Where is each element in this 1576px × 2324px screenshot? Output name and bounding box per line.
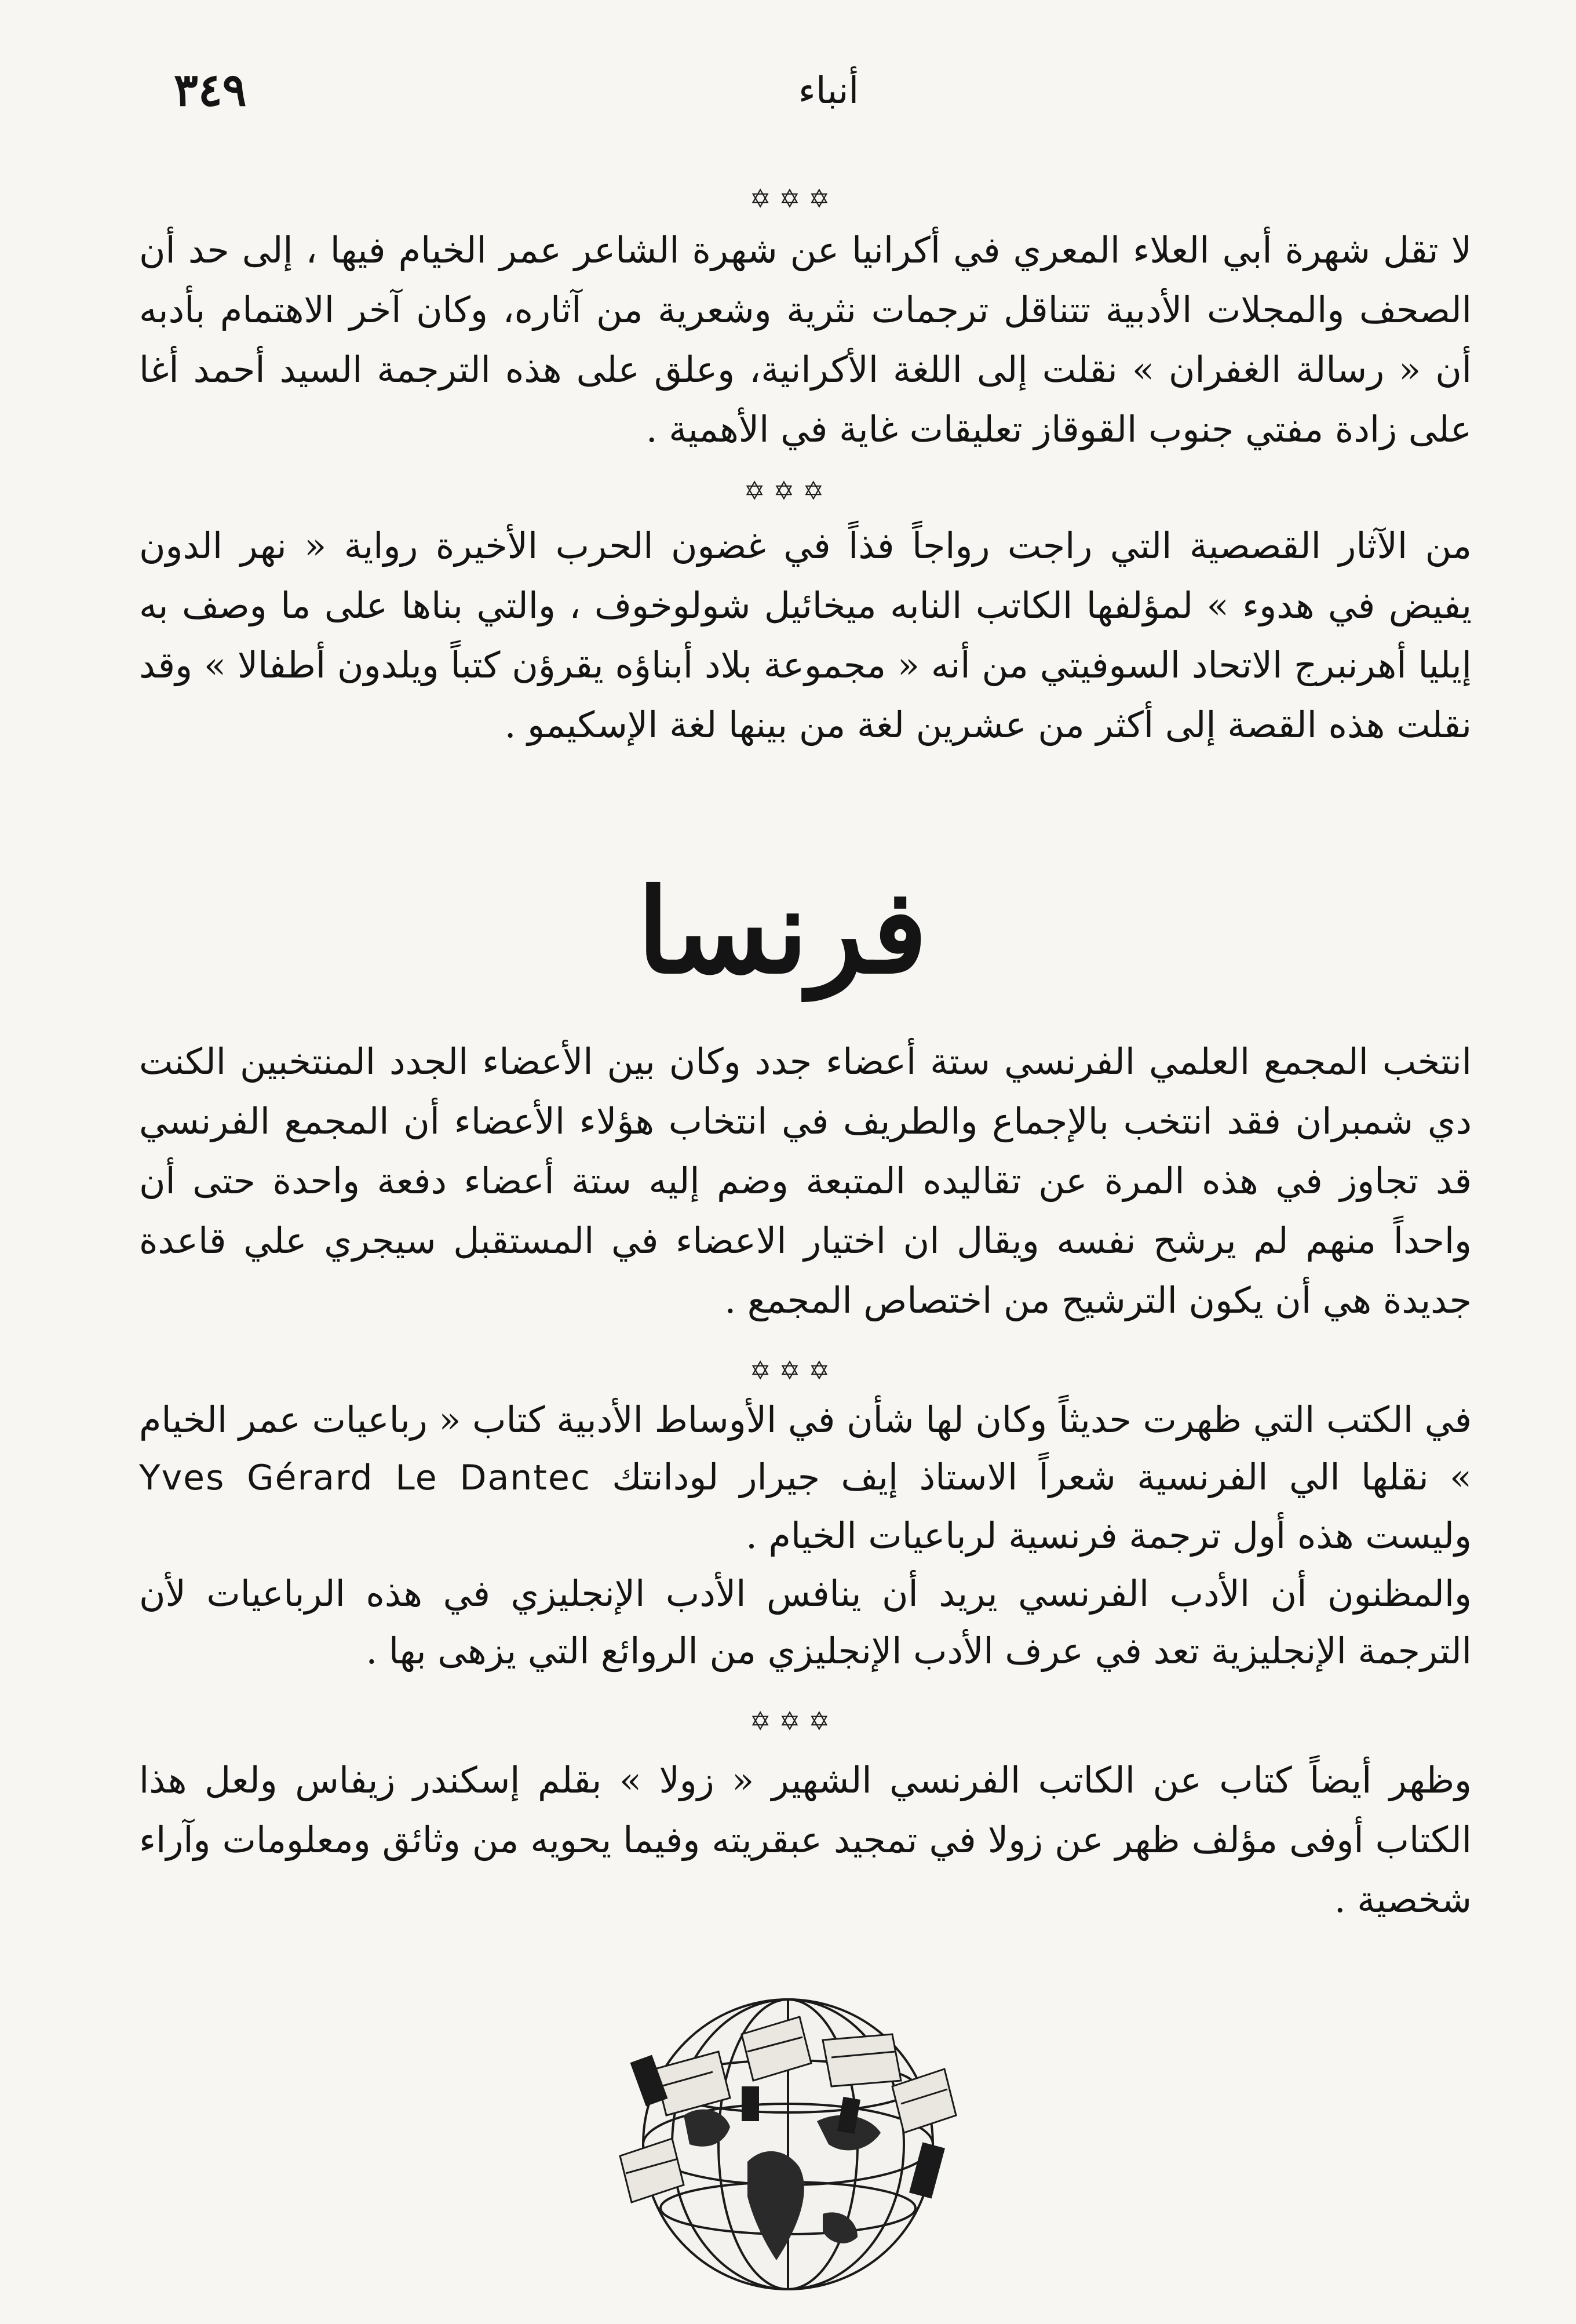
separator-stars-3: ✡✡✡: [749, 1356, 838, 1386]
paragraph-zola-book: وظهر أيضاً كتاب عن الكاتب الفرنسي الشهير « زولا » بقلم إسكندر زيفاس ولعل هذا الكتاب أوفى مؤلف ظهر عن زولا في تمجيد عبقريته وفيما يحويه من وثائق ومعلومات وآراء شخصية .: [139, 1759, 1472, 1921]
paragraph-sholokhov: من الآثار القصصية التي راجت رواجاً فذاً في غضون الحرب الأخيرة رواية « نهر الدون يفيض في هدوء » لمؤلفها الكاتب النابه ميخائيل شولوخوف ، والتي بناها على ما وصف به إيليا أهرنبرج الاتحاد السوفيتي من أنه « مجموعة بلاد أبناؤه يقرؤن كتباً ويلدون أطفالا » وقد نقلت هذه القصة إلى أكثر من عشرين لغة من بينها لغة الإسكيمو .: [139, 524, 1472, 746]
globe-with-books-icon: [568, 1970, 1008, 2295]
separator-stars-1: ✡✡✡: [749, 184, 838, 214]
separator-stars-4: ✡✡✡: [749, 1707, 838, 1736]
rubaiyat-text-before: في الكتب التي ظهرت حديثاً وكان لها شأن في الأوساط الأدبية كتاب « رباعيات عمر الخيام » نقلها الي الفرنسية شعراً الاستاذ إيف جيرار لودانتك: [139, 1398, 1472, 1498]
translator-latin-name: Yves Gérard Le Dantec: [139, 1458, 591, 1498]
paragraph-academy-election: انتخب المجمع العلمي الفرنسي ستة أعضاء جدد وكان بين الأعضاء الجدد المنتخبين الكنت دي شمبران فقد انتخب بالإجماع والطريف في انتخاب هؤلاء الأعضاء أن المجمع الفرنسي قد تجاوز في هذه المرة عن تقاليده المتبعة وضم إليه ستة أعضاء دفعة واحدة حتى أن واحداً منهم لم يرشح نفسه ويقال ان اختيار الاعضاء في المستقبل سيجري علي قاعدة جديدة هي أن يكون الترشيح من اختصاص المجمع .: [139, 1040, 1472, 1321]
paragraph-maarri-ukraine: لا تقل شهرة أبي العلاء المعري في أكرانيا عن شهرة الشاعر عمر الخيام فيها ، إلى حد أن الصحف والمجلات الأدبية تتناقل ترجمات نثرية وشعرية من آثاره، وكان آخر الاهتمام بأدبه أن « رسالة الغفران » نقلت إلى اللغة الأكرانية، وعلق على هذه الترجمة السيد أحمد أغا على زادة مفتي جنوب القوقاز تعليقات غاية في الأهمية .: [139, 229, 1472, 450]
rubaiyat-text-after: وليست هذه أول ترجمة فرنسية لرباعيات الخيام .: [746, 1514, 1472, 1557]
page-header: [174, 64, 1483, 133]
paragraph-rubaiyat-translation: [139, 1391, 1472, 1564]
running-title: أنباء: [798, 70, 859, 112]
page-number: ٣٤٩: [174, 64, 247, 116]
section-title-france: فرنسا: [637, 864, 928, 1000]
separator-stars-2: ✡✡✡: [743, 476, 833, 506]
paragraph-french-english-rivalry: والمظنون أن الأدب الفرنسي يريد أن ينافس الأدب الإنجليزي في هذه الرباعيات لأن الترجمة الإنجليزية تعد في عرف الأدب الإنجليزي من الروائع التي يزهى بها .: [139, 1572, 1472, 1672]
